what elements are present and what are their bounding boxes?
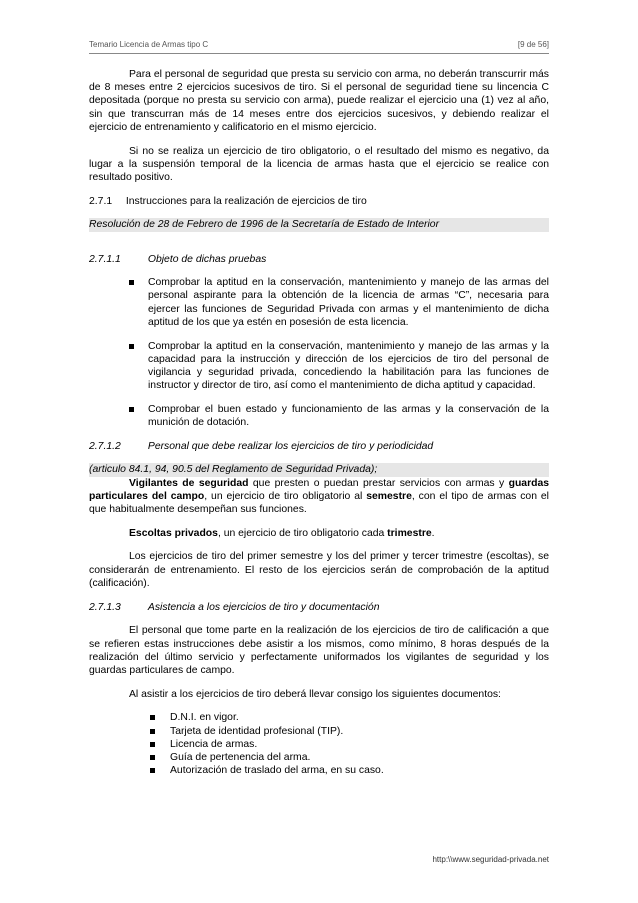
square-bullet-icon [129,407,134,412]
page-header [89,40,549,54]
bold-term: guardas particulares del campo [89,477,550,502]
list-item [89,738,549,751]
list-item [89,711,549,724]
document-body [89,68,549,777]
section-title: Asistencia a los ejercicios de tiro y documentación [147,601,380,613]
paragraph-asistencia: El personal que tome parte en la realización de los ejercicios de tiro de calificación a que se refieren estas instrucciones debe asistir a los mismos, como mínimo, 8 horas después de la realización del último servicio y perfectamente uniformados los vigilantes de seguridad y los guardas particulares de campo. [89,625,549,676]
list-item-text: Licencia de armas. [170,738,258,750]
list-item [89,276,549,329]
section-number: 2.7.1.1 [89,253,121,265]
square-bullet-icon [129,344,134,349]
paragraph-documentos-intro: Al asistir a los ejercicios de tiro deberá llevar consigo los siguientes documentos: [129,688,501,700]
paragraph-periodicidad: Para el personal de seguridad que presta su servicio con arma, no deberán transcurrir más de 8 meses entre 2 ejercicios sucesivos de tiro. Si el personal de seguridad tiene su lincencia C depositada (porque no presta su servicio con arma), puede realizar el ejercicio una (1) vez al año, sin que transcurran más de 14 meses entre dos ejercicios sucesivos, y debiendo realizar el ejercicio de entrenamiento y calificatorio en el mismo ejercicio. [89,69,549,133]
square-bullet-icon [150,742,155,747]
text-run: que presten o puedan prestar servicios con armas y [248,477,509,489]
square-bullet-icon [150,729,155,734]
section-title: Personal que debe realizar los ejercicios de tiro y periodicidad [147,440,434,452]
section-2-7-1-2-heading [89,440,549,453]
bold-term: Escoltas privados [129,527,218,539]
list-item [89,725,549,738]
square-bullet-icon [150,755,155,760]
section-title: Objeto de dichas pruebas [147,253,267,265]
square-bullet-icon [150,768,155,773]
footer-url: http:\\www.seguridad-privada.net [432,855,549,864]
text-run: , con el tipo de armas con el que habitualmente desempeñan sus funciones. [89,490,549,516]
header-title: Temario Licencia de Armas tipo C [89,40,209,49]
documentos-list [89,711,549,777]
text-run: , un ejercicio de tiro obligatorio cada [217,527,388,539]
bold-term: trimestre [387,527,432,539]
list-item [89,751,549,764]
list-item-text: D.N.I. en vigor. [170,712,239,724]
paragraph-suspension: Si no se realiza un ejercicio de tiro obligatorio, o el resultado del mismo es negativo, da lugar a la suspensión temporal de la licencia de armas hasta que el ejercicio se realice con resultado positivo. [89,145,549,183]
text-run: . [431,527,435,539]
section-number: 2.7.1.2 [89,440,121,452]
list-item [89,403,549,429]
bold-term: Vigilantes de seguridad [129,477,249,489]
list-item [89,340,549,393]
bold-term: semestre [366,490,412,502]
square-bullet-icon [129,280,134,285]
list-item-text: Comprobar la aptitud en la conservación, mantenimiento y manejo de las armas y la capacidad para la instrucción y dirección de los ejercicios de tiro del personal de vigilancia y seguridad privada, concediendo la habilitación para las funciones de instructor y director de tiro, así como el mantenimiento de dicha aptitud y capacidad. [148,340,549,392]
list-item-text: Autorización de traslado del arma, en su caso. [170,765,384,777]
articulo-reference: (articulo 84.1, 94, 90.5 del Reglamento de Seguridad Privada); [89,463,549,476]
text-run: , un ejercicio de tiro obligatorio al [204,490,367,502]
section-number: 2.7.1.3 [89,601,121,613]
section-number: 2.7.1 [89,195,113,207]
section-title: Instrucciones para la realización de ejercicios de tiro [125,195,367,207]
resolucion-reference: Resolución de 28 de Febrero de 1996 de la Secretaría de Estado de Interior [89,218,549,231]
objetos-list [89,276,549,429]
section-2-7-1-heading [89,195,549,208]
square-bullet-icon [150,715,155,720]
list-item-text: Guía de pertenencia del arma. [170,751,311,763]
paragraph-escoltas [89,527,549,540]
page-number: [9 de 56] [517,40,549,49]
section-2-7-1-3-heading [89,601,549,614]
section-2-7-1-1-heading [89,253,549,266]
list-item-text: Tarjeta de identidad profesional (TIP). [170,725,344,737]
list-item [89,764,549,777]
list-item-text: Comprobar el buen estado y funcionamiento de las armas y la conservación de la munición de dotación. [148,403,549,429]
paragraph-vigilantes [89,477,549,517]
paragraph-entrenamiento: Los ejercicios de tiro del primer semestre y los del primer y tercer trimestre (escoltas), se considerarán de entrenamiento. El resto de los ejercicios serán de comprobación de la aptitud (calificación). [89,551,549,589]
list-item-text: Comprobar la aptitud en la conservación, mantenimiento y manejo de las armas del personal aspirante para la obtención de la licencia de armas “C”, necesaria para ejercer las funciones de Seguridad Privada con armas y el mantenimiento de dicha aptitud de los que ya estén en posesión de esta licencia. [148,277,549,328]
